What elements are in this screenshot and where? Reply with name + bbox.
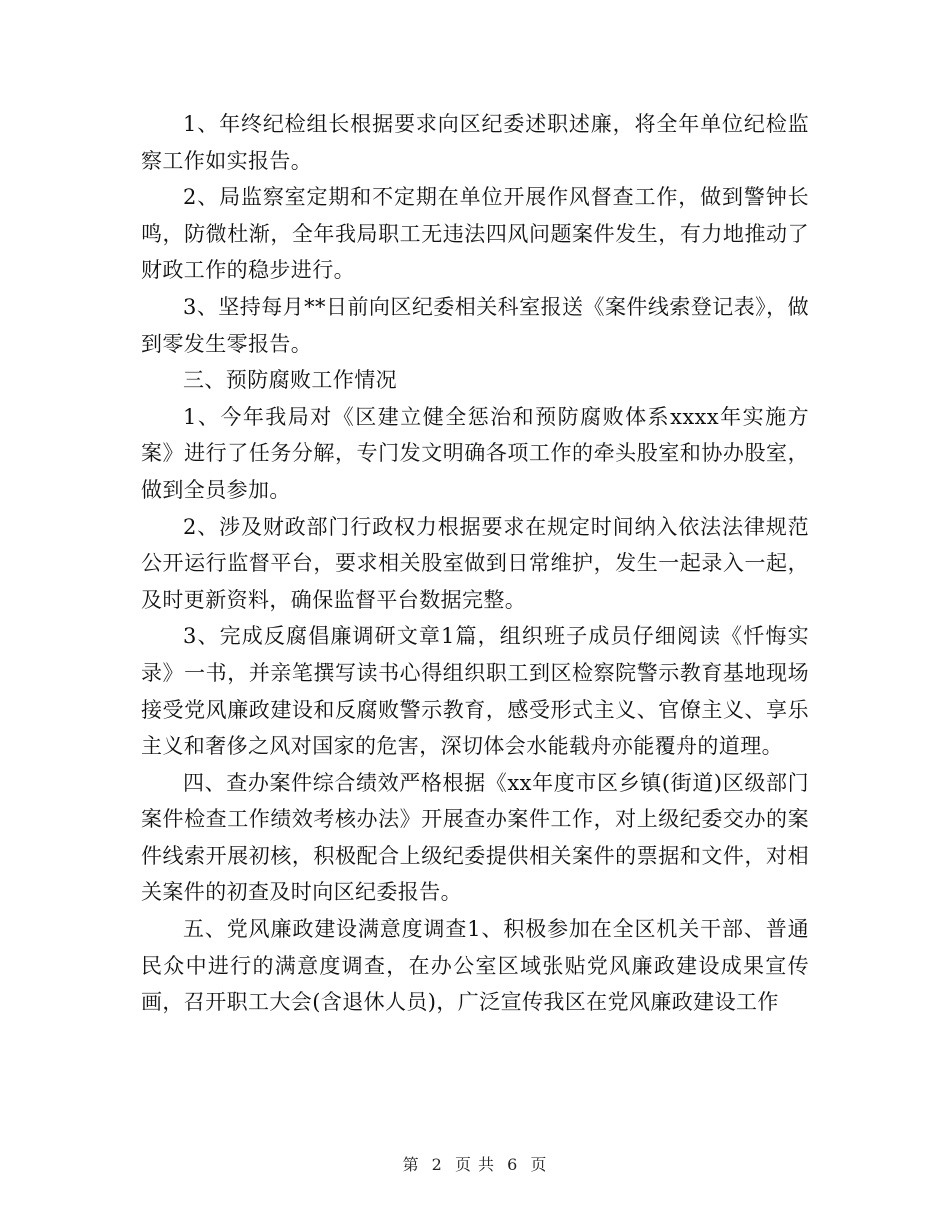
page-footer bbox=[0, 1152, 950, 1175]
footer-total-pages: 6 bbox=[507, 1155, 519, 1174]
paragraph-1: 1、年终纪检组长根据要求向区纪委述职述廉，将全年单位纪检监察工作如实报告。 bbox=[141, 112, 809, 173]
footer-current-page: 2 bbox=[431, 1155, 443, 1174]
section-heading-3: 三、预防腐败工作情况 bbox=[183, 368, 397, 393]
paragraph-2: 2、局监察室定期和不定期在单位开展作风督查工作，做到警钟长鸣，防微杜渐，全年我局职工无违法四风问题案件发生，有力地推动了财政工作的稳步进行。 bbox=[141, 185, 809, 283]
footer-middle: 页 共 bbox=[454, 1155, 496, 1174]
paragraph-5: 2、涉及财政部门行政权力根据要求在规定时间纳入依法法律规范公开运行监督平台，要求相关股室做到日常维护，发生一起录入一起，及时更新资料，确保监督平台数据完整。 bbox=[141, 514, 809, 612]
section-4-paragraph: 四、查办案件综合绩效严格根据《xx年度市区乡镇(街道)区级部门案件检查工作绩效考核办法》开展查办案件工作，对上级纪委交办的案件线索开展初核，积极配合上级纪委提供相关案件的票据和文件，对相关案件的初查及时向区纪委报告。 bbox=[141, 770, 809, 905]
document-body bbox=[141, 106, 809, 1021]
paragraph-6: 3、完成反腐倡廉调研文章1篇，组织班子成员仔细阅读《忏悔实录》一书，并亲笔撰写读书心得组织职工到区检察院警示教育基地现场接受党风廉政建设和反腐败警示教育，感受形式主义、官僚主义、享乐主义和奢侈之风对国家的危害，深切体会水能载舟亦能覆舟的道理。 bbox=[141, 624, 809, 759]
paragraph-4: 1、今年我局对《区建立健全惩治和预防腐败体系xxxx年实施方案》进行了任务分解，专门发文明确各项工作的牵头股室和协办股室，做到全员参加。 bbox=[141, 404, 809, 502]
paragraph-3: 3、坚持每月**日前向区纪委相关科室报送《案件线索登记表》，做到零发生零报告。 bbox=[141, 294, 809, 356]
section-5-paragraph: 五、党风廉政建设满意度调查1、积极参加在全区机关干部、普通民众中进行的满意度调查，在办公室区域张贴党风廉政建设成果宣传画，召开职工大会(含退休人员)，广泛宣传我区在党风廉政建设工作 bbox=[141, 917, 809, 1015]
footer-suffix: 页 bbox=[530, 1155, 548, 1174]
footer-prefix: 第 bbox=[402, 1155, 420, 1174]
